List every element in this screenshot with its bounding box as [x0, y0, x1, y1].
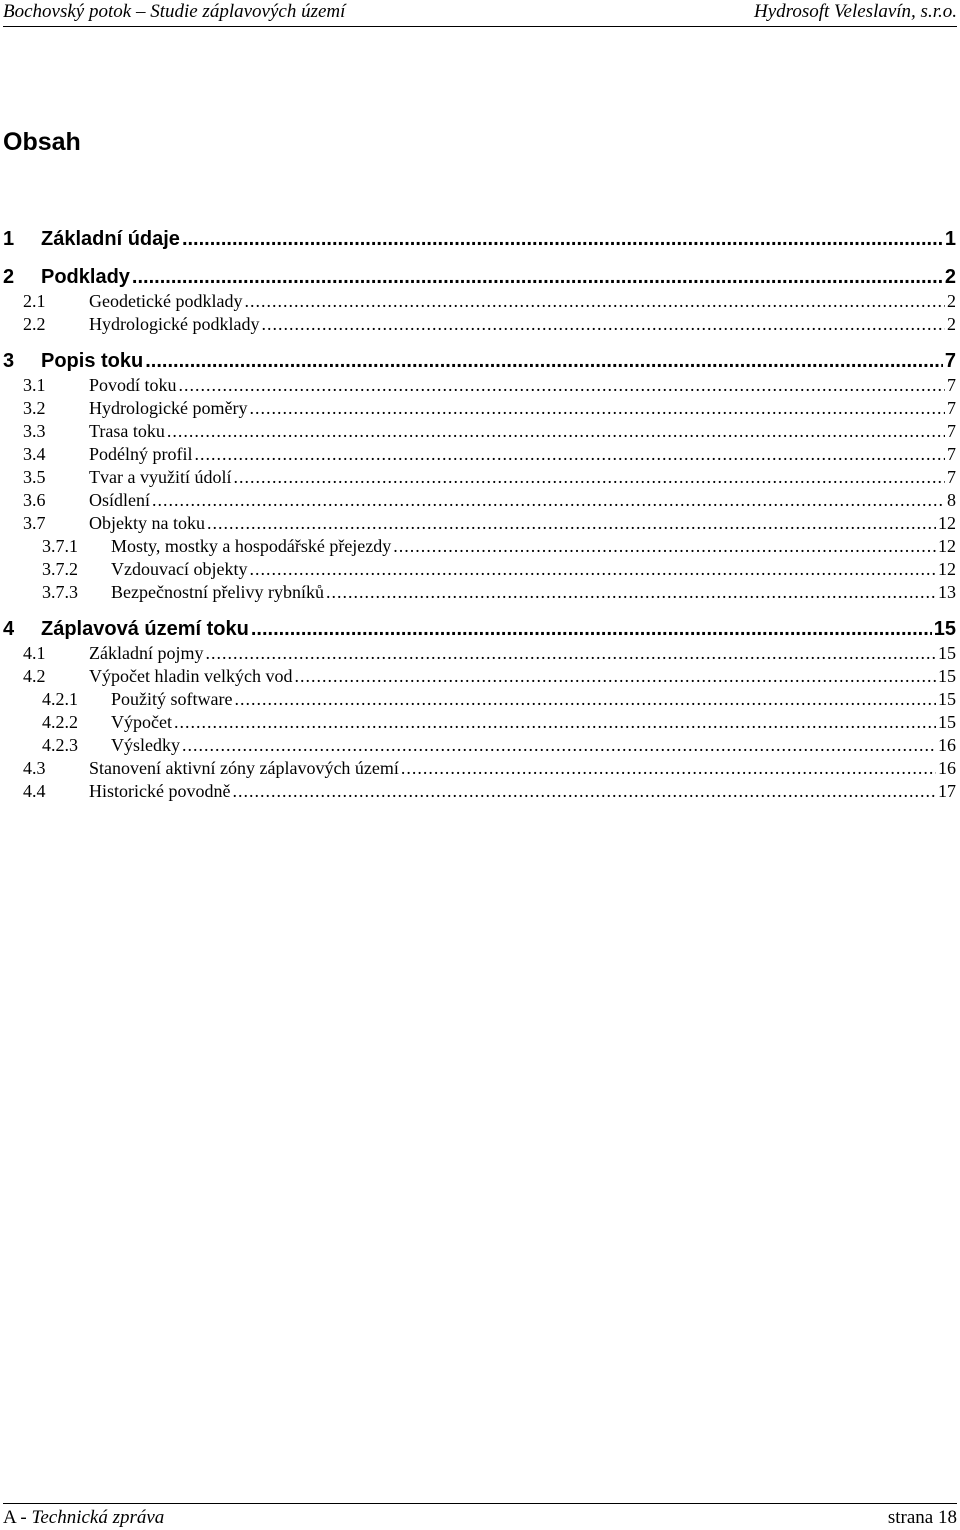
toc-entry[interactable] — [23, 397, 956, 419]
toc-entry-title: Objekty na toku — [89, 513, 205, 533]
toc-entry-number: 3 — [3, 350, 15, 372]
toc-entry-title: Základní pojmy — [89, 643, 204, 663]
toc-entry[interactable] — [42, 734, 956, 756]
toc-dot-leader — [244, 290, 945, 312]
toc-dot-leader — [182, 734, 936, 756]
toc-entry-page: 7 — [947, 398, 956, 418]
toc-entry-page: 7 — [947, 421, 956, 441]
toc-dot-leader — [179, 374, 945, 396]
toc-entry-page: 15 — [933, 618, 956, 640]
toc-entry-page: 12 — [938, 513, 956, 533]
toc-dot-leader — [152, 489, 945, 511]
footer-section-prefix: A - — [3, 1507, 32, 1528]
toc-entry-title: Podklady — [41, 266, 130, 288]
toc-entry-page: 2 — [947, 314, 956, 334]
toc-entry-title: Osídlení — [89, 490, 150, 510]
toc-entry-title: Hydrologické poměry — [89, 398, 248, 418]
toc-entry[interactable] — [23, 374, 956, 396]
toc-entry-title: Výpočet hladin velkých vod — [89, 666, 293, 686]
toc-entry-page: 12 — [938, 536, 956, 556]
toc-dot-leader — [401, 757, 936, 779]
toc-entry-number: 4.2.2 — [42, 712, 78, 732]
toc-entry-page: 2 — [947, 291, 956, 311]
toc-entry-page: 16 — [938, 758, 956, 778]
toc-entry[interactable] — [23, 443, 956, 465]
toc-entry[interactable] — [42, 535, 956, 557]
toc-entry[interactable] — [3, 264, 956, 290]
toc-entry-page: 1 — [944, 228, 956, 250]
toc-dot-leader — [261, 313, 945, 335]
toc-entry-page: 17 — [938, 781, 956, 801]
toc-entry-title: Historické povodně — [89, 781, 231, 801]
footer-section-name: Technická zpráva — [31, 1507, 165, 1528]
toc-dot-leader — [205, 642, 936, 664]
header-document-title: Bochovský potok – Studie záplavových území — [3, 1, 346, 22]
toc-entry[interactable] — [3, 226, 956, 252]
toc-dot-leader — [132, 264, 943, 290]
toc-entry-number: 3.7 — [23, 513, 46, 533]
toc-dot-leader — [174, 711, 936, 733]
toc-entry[interactable] — [23, 665, 956, 687]
toc-heading: Obsah — [3, 128, 81, 156]
toc-entry-number: 4.2.3 — [42, 735, 78, 755]
footer-page-number: strana 18 — [887, 1507, 957, 1528]
toc-entry-number: 4.1 — [23, 643, 46, 663]
toc-entry-number: 3.7.2 — [42, 559, 78, 579]
toc-entry-page: 7 — [947, 375, 956, 395]
toc-entry-number: 2.2 — [23, 314, 46, 334]
toc-entry-page: 15 — [938, 712, 956, 732]
toc-entry-number: 2.1 — [23, 291, 46, 311]
toc-entry-number: 3.2 — [23, 398, 46, 418]
toc-entry-title: Vzdouvací objekty — [111, 559, 248, 579]
toc-entry-title: Povodí toku — [89, 375, 177, 395]
toc-entry-page: 15 — [938, 689, 956, 709]
page-header — [3, 0, 957, 27]
toc-entry-title: Základní údaje — [41, 228, 180, 250]
toc-dot-leader — [393, 535, 936, 557]
toc-dot-leader — [249, 397, 945, 419]
toc-dot-leader — [233, 466, 945, 488]
toc-entry-page: 12 — [938, 559, 956, 579]
toc-entry-number: 3.7.3 — [42, 582, 78, 602]
toc-dot-leader — [207, 512, 936, 534]
toc-entry-page: 15 — [938, 666, 956, 686]
toc-entry[interactable] — [23, 757, 956, 779]
toc-entry-number: 3.1 — [23, 375, 46, 395]
toc-dot-leader — [182, 226, 943, 252]
toc-entry-title: Stanovení aktivní zóny záplavových území — [89, 758, 399, 778]
toc-entry[interactable] — [23, 489, 956, 511]
header-company-name: Hydrosoft Veleslavín, s.r.o. — [753, 1, 957, 22]
toc-entry[interactable] — [23, 512, 956, 534]
toc-dot-leader — [326, 581, 936, 603]
toc-entry[interactable] — [23, 313, 956, 335]
toc-entry-page: 7 — [944, 350, 956, 372]
toc-entry-page: 7 — [947, 467, 956, 487]
toc-dot-leader — [234, 688, 936, 710]
toc-entry-title: Hydrologické podklady — [89, 314, 260, 334]
toc-entry-number: 4.2.1 — [42, 689, 78, 709]
toc-entry-title: Výsledky — [111, 735, 180, 755]
footer-section-label — [3, 1506, 164, 1530]
toc-entry-page: 16 — [938, 735, 956, 755]
toc-entry-title: Trasa toku — [89, 421, 165, 441]
toc-entry-title: Geodetické podklady — [89, 291, 243, 311]
toc-entry-title: Bezpečnostní přelivy rybníků — [111, 582, 324, 602]
toc-entry-page: 7 — [947, 444, 956, 464]
toc-entry-number: 4.4 — [23, 781, 46, 801]
page-footer — [3, 1503, 957, 1529]
toc-entry-page: 8 — [947, 490, 956, 510]
toc-entry-number: 3.3 — [23, 421, 46, 441]
toc-entry-number: 3.5 — [23, 467, 46, 487]
toc-entry[interactable] — [23, 290, 956, 312]
toc-entry[interactable] — [3, 348, 956, 374]
toc-dot-leader — [232, 780, 936, 802]
toc-entry[interactable] — [42, 581, 956, 603]
toc-entry-number: 4.2 — [23, 666, 46, 686]
toc-entry[interactable] — [42, 688, 956, 710]
toc-dot-leader — [251, 616, 932, 642]
toc-entry[interactable] — [23, 420, 956, 442]
toc-entry[interactable] — [23, 642, 956, 664]
toc-entry-page: 2 — [944, 266, 956, 288]
toc-entry-number: 3.4 — [23, 444, 46, 464]
toc-entry-title: Výpočet — [111, 712, 172, 732]
toc-entry-number: 4 — [3, 618, 15, 640]
toc-entry-page: 13 — [938, 582, 956, 602]
toc-dot-leader — [195, 443, 946, 465]
toc-entry-number: 3.6 — [23, 490, 46, 510]
toc-entry-title: Použitý software — [111, 689, 233, 709]
toc-entry-title: Tvar a využití údolí — [89, 467, 232, 487]
toc-entry[interactable] — [42, 558, 956, 580]
toc-entry[interactable] — [23, 780, 956, 802]
toc-entry[interactable] — [3, 616, 956, 642]
toc-entry[interactable] — [42, 711, 956, 733]
toc-entry-title: Popis toku — [41, 350, 144, 372]
toc-entry-number: 4.3 — [23, 758, 46, 778]
toc-entry-page: 15 — [938, 643, 956, 663]
toc-entry-number: 3.7.1 — [42, 536, 78, 556]
toc-dot-leader — [249, 558, 936, 580]
toc-entry-title: Záplavová území toku — [41, 618, 249, 640]
toc-dot-leader — [145, 348, 943, 374]
toc-entry-title: Podélný profil — [89, 444, 193, 464]
toc-dot-leader — [167, 420, 945, 442]
toc-entry-number: 1 — [3, 228, 15, 250]
toc-entry[interactable] — [23, 466, 956, 488]
toc-entry-number: 2 — [3, 266, 15, 288]
toc-dot-leader — [294, 665, 936, 687]
toc-entry-title: Mosty, mostky a hospodářské přejezdy — [111, 536, 392, 556]
